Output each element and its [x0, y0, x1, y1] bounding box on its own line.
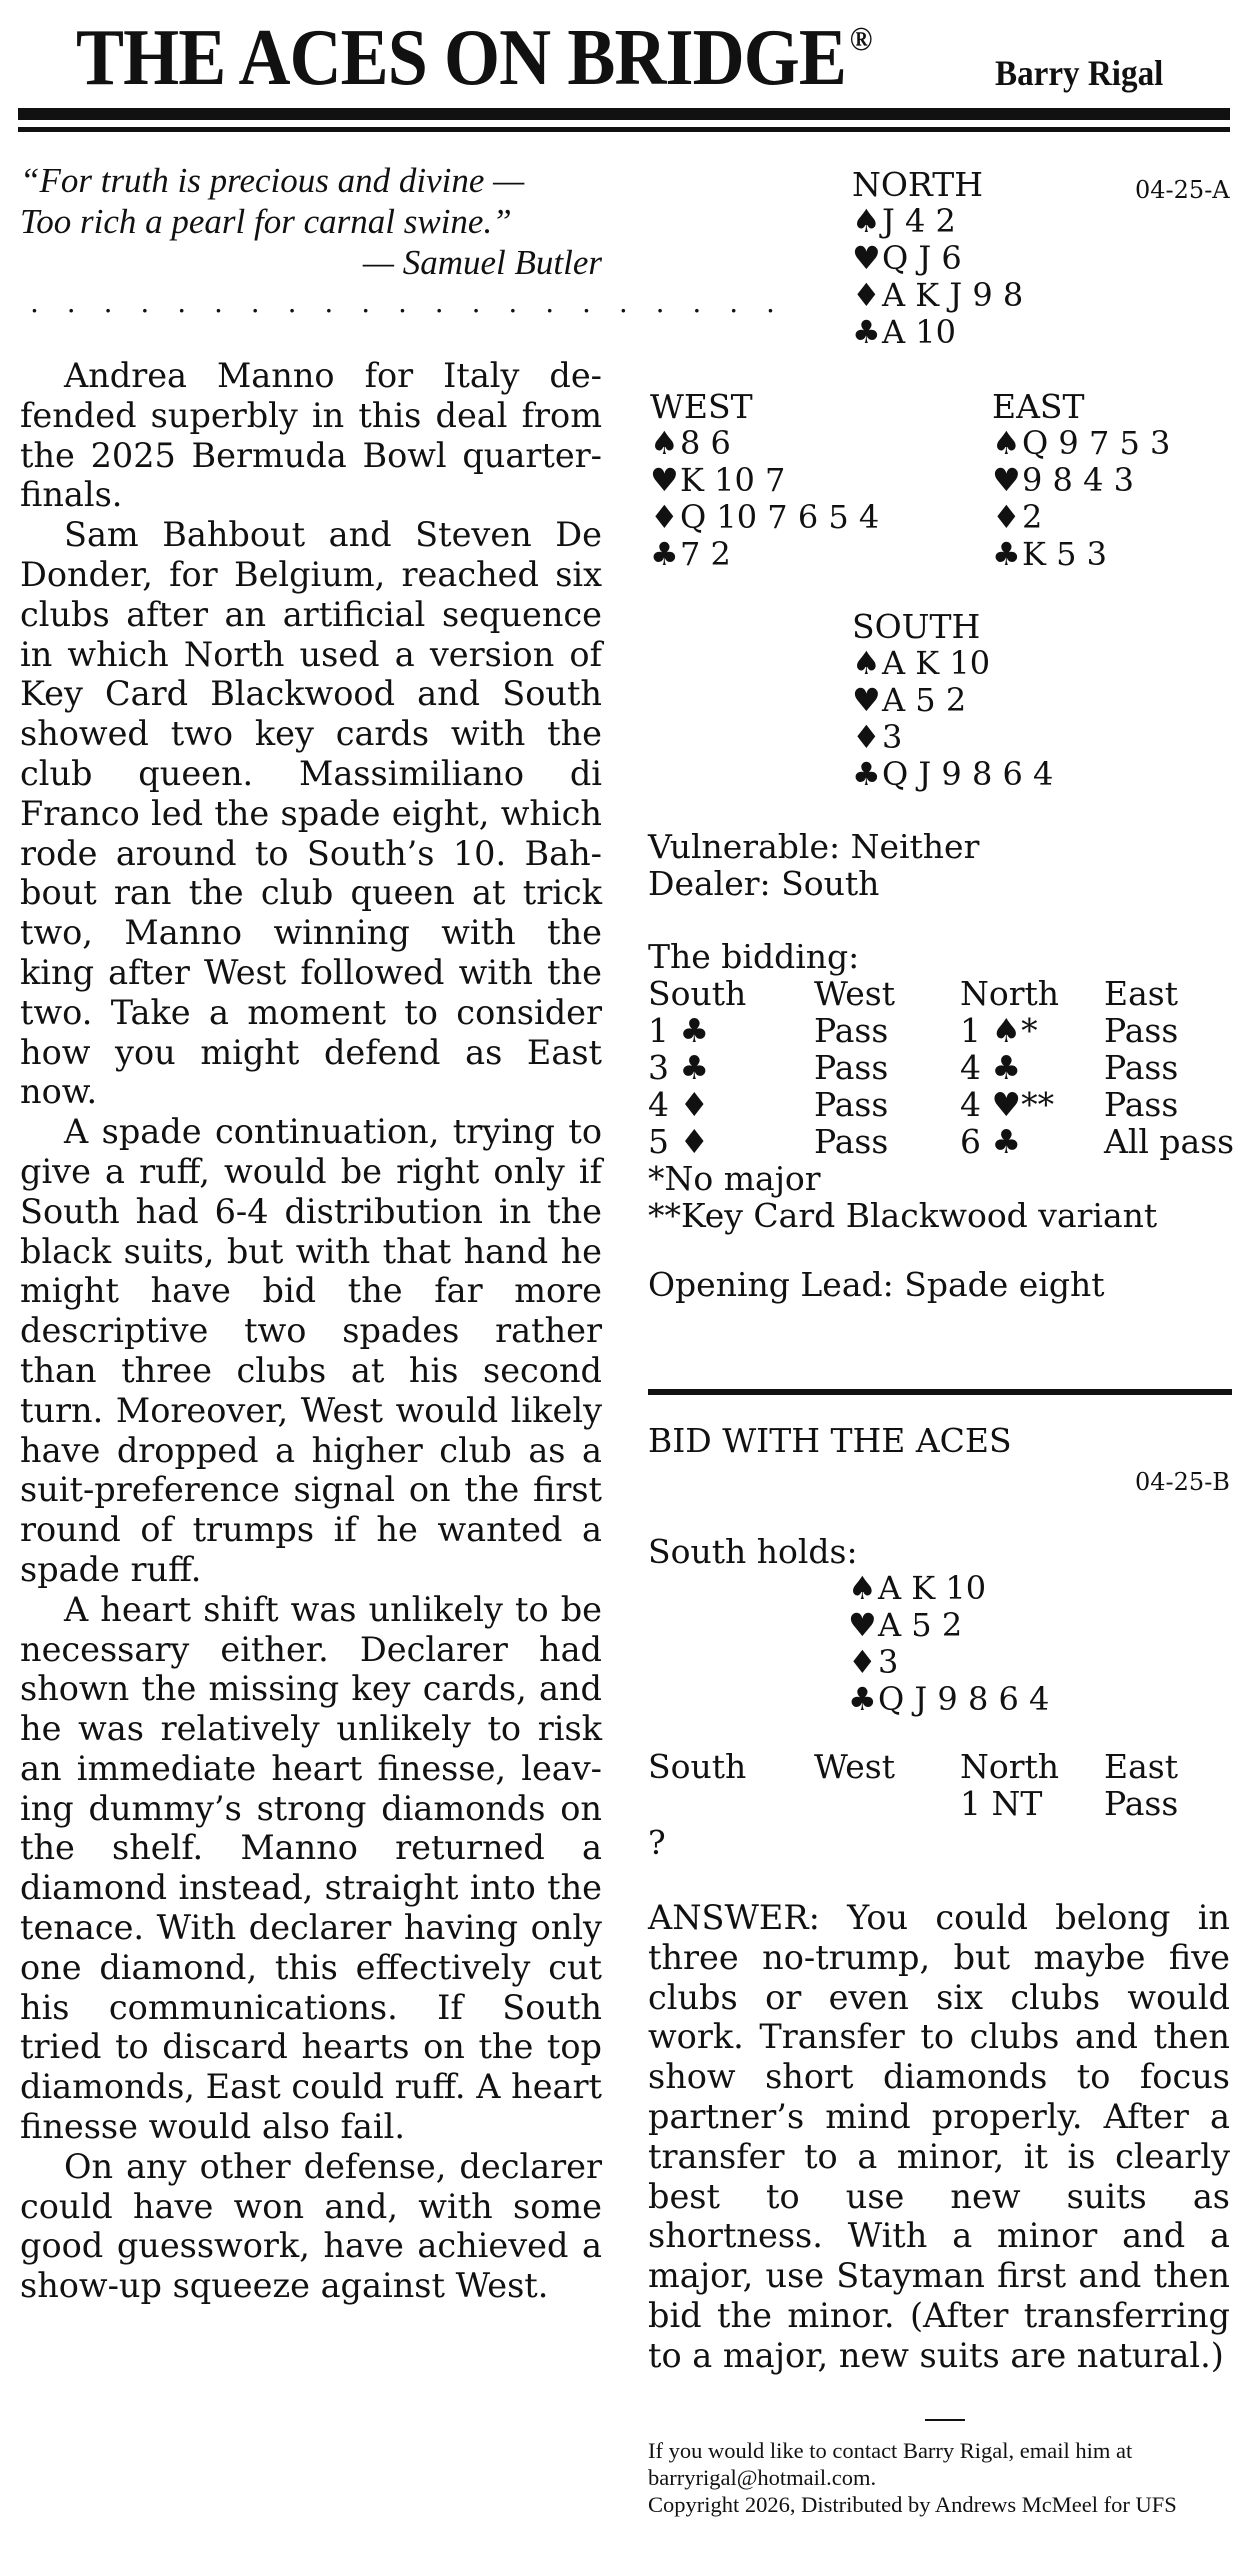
club-icon: ♣: [852, 755, 881, 793]
bid: [648, 1785, 814, 1822]
hand-label: EAST: [992, 387, 1085, 426]
opening-lead: Opening Lead: Spade eight: [648, 1265, 1105, 1304]
copyright: Copyright 2026, Distributed by Andrews McMeel for UFS: [648, 2492, 1177, 2517]
header-rule-thin: [18, 127, 1230, 132]
hand-east: EAST ♠Q 9 7 5 3 ♥9 8 4 3 ♦2 ♣K 5 3: [992, 387, 1171, 573]
diamond-icon: ♦: [650, 498, 679, 536]
hand-south: SOUTH ♠A K 10 ♥A 5 2 ♦3 ♣Q J 9 8 6 4: [852, 607, 1054, 793]
bid-problem-table: [648, 1748, 1244, 1822]
bid: 6 ♣: [960, 1122, 1022, 1161]
heart-icon: ♥: [852, 681, 881, 719]
bid: Pass: [814, 1122, 889, 1161]
bidding-header: West: [814, 1747, 895, 1786]
bid: 1 ♠*: [960, 1011, 1038, 1050]
article-paragraph: Sam Bahbout and Steven De Donder, for Belgium, reached six clubs after an artificial sequence in which North used a version of Key Card Blackwood and South showed two key cards with the club queen. Massimiliano di Franco led the spade eight, which rode around to South’s 10. Bahbout ran the club queen at trick two, Manno winning with the king after West followed with the two. Take a moment to consider how you might defend as East now.: [20, 515, 602, 1112]
diamond-icon: ♦: [852, 276, 881, 314]
heart-icon: ♥: [848, 1606, 877, 1644]
bid-problem: [648, 1748, 1244, 1861]
bid: Pass: [1104, 1011, 1179, 1050]
bid: [814, 1785, 960, 1822]
hand-label: WEST: [650, 387, 753, 426]
epigraph-quote: [20, 160, 610, 283]
section-rule: [648, 1389, 1232, 1395]
bid: 4 ♦: [648, 1085, 710, 1124]
byline: Barry Rigal: [995, 53, 1164, 93]
bid-with-aces-code: 04-25-B: [1135, 1468, 1230, 1496]
spade-icon: ♠: [852, 644, 881, 682]
article-paragraph: Andrea Manno for Italy defended superbly in this deal from the 2025 Bermuda Bowl quarterfinals.: [20, 356, 602, 515]
bid: Pass: [814, 1048, 889, 1087]
deal-code: 04-25-A: [1135, 176, 1230, 204]
bidding-header: West: [814, 974, 895, 1013]
bid-with-aces-heading: BID WITH THE ACES: [648, 1421, 1012, 1460]
article-paragraph: A spade continuation, trying to give a ruff, would be right only if South had 6-4 distribution in the black suits, but with that hand he might have bid the far more descriptive two spades rather than three clubs at his second turn. Moreover, West would likely have dropped a higher club as a suit-preference signal on the first round of trumps if he wanted a spade ruff.: [20, 1112, 602, 1589]
heart-icon: ♥: [992, 461, 1021, 499]
club-icon: ♣: [852, 313, 881, 351]
spade-icon: ♠: [650, 424, 679, 462]
article-paragraph: On any other defense, declarer could have won and, with some good guesswork, have achieved a show-up squeeze against West.: [20, 2146, 602, 2306]
dotted-divider: . . . . . . . . . . . . . . . . . . . . .: [30, 286, 785, 319]
bidding-header: South: [648, 974, 747, 1013]
question-mark: ?: [648, 1823, 666, 1862]
bidding-title: The bidding:: [648, 937, 860, 976]
club-icon: ♣: [992, 535, 1021, 573]
bid: 3 ♣: [648, 1048, 710, 1087]
hand-north: NORTH ♠J 4 2 ♥Q J 6 ♦A K J 9 8 ♣A 10: [852, 165, 1024, 351]
bid: Pass: [1104, 1048, 1179, 1087]
hand-label: SOUTH: [852, 607, 981, 646]
quote-attribution: — Samuel Butler: [362, 243, 602, 282]
bidding-header: East: [1104, 1747, 1178, 1786]
club-icon: ♣: [848, 1680, 877, 1718]
bid: 1 ♣: [648, 1011, 710, 1050]
header-rule-thick: [18, 108, 1230, 120]
heart-icon: ♥: [852, 239, 881, 277]
bidding-header: South: [648, 1747, 747, 1786]
bidding-note: *No major: [648, 1159, 821, 1198]
bidding-header: North: [960, 1747, 1060, 1786]
column-title: THE ACES ON BRIDGE ®: [76, 14, 872, 102]
bidding-header: East: [1104, 974, 1178, 1013]
registered-mark: ®: [849, 21, 872, 59]
answer-text: ANSWER: You could belong in three no-trump, but maybe five clubs or even six clubs would work. Transfer to clubs and then show short diamonds to focus partner’s mind properly. After a transfer to a minor, it is clearly best to use new suits as shortness. With a minor and a major, use Stayman first and then bid the minor. (After transferring to a major, new suits are natural.): [648, 1898, 1230, 2375]
bidding-table: [648, 975, 1244, 1160]
bid: Pass: [1104, 1784, 1179, 1823]
contact-note: If you would like to contact Barry Rigal, email him at barryrigal@hotmail.com.: [648, 2438, 1133, 2490]
bid: Pass: [814, 1085, 889, 1124]
bid: 1 NT: [960, 1784, 1043, 1823]
bidding-section: [648, 938, 1244, 1303]
bid-hand: ♠A K 10 ♥A 5 2 ♦3 ♣Q J 9 8 6 4: [848, 1569, 1050, 1718]
vulnerability: Vulnerable: Neither: [648, 827, 980, 866]
quote-line: “For truth is precious and divine —: [20, 161, 525, 200]
club-icon: ♣: [650, 535, 679, 573]
spade-icon: ♠: [852, 202, 881, 240]
diamond-icon: ♦: [992, 498, 1021, 536]
footer-dash: [925, 2419, 965, 2421]
diamond-icon: ♦: [852, 718, 881, 756]
heart-icon: ♥: [650, 461, 679, 499]
hand-label: NORTH: [852, 165, 983, 204]
bidding-header: North: [960, 974, 1060, 1013]
bid: All pass: [1104, 1122, 1235, 1161]
diamond-icon: ♦: [848, 1643, 877, 1681]
article-paragraph: A heart shift was unlikely to be necessary either. Declarer had shown the missing key cards, and he was relatively unlikely to risk an immediate heart finesse, leaving dummy’s strong diamonds on the shelf. Manno returned a diamond instead, straight into the tenace. With declarer having only one diamond, this effectively cut his communications. If South tried to discard hearts on the top diamonds, East could ruff. A heart finesse would also fail.: [20, 1589, 602, 2147]
bid: Pass: [1104, 1085, 1179, 1124]
bid: 4 ♥**: [960, 1085, 1055, 1124]
bid: 4 ♣: [960, 1048, 1022, 1087]
spade-icon: ♠: [992, 424, 1021, 462]
bidding-note: **Key Card Blackwood variant: [648, 1196, 1158, 1235]
quote-line: Too rich a pearl for carnal swine.”: [20, 202, 512, 241]
deal-conditions: [648, 828, 979, 902]
footer: [648, 2437, 1238, 2518]
bid: Pass: [814, 1011, 889, 1050]
article-body: [20, 356, 602, 2306]
spade-icon: ♠: [848, 1569, 877, 1607]
hand-west: WEST ♠8 6 ♥K 10 7 ♦Q 10 7 6 5 4 ♣7 2: [650, 387, 880, 573]
south-holds-label: South holds:: [648, 1532, 858, 1571]
dealer: Dealer: South: [648, 864, 880, 903]
bid: 5 ♦: [648, 1122, 710, 1161]
